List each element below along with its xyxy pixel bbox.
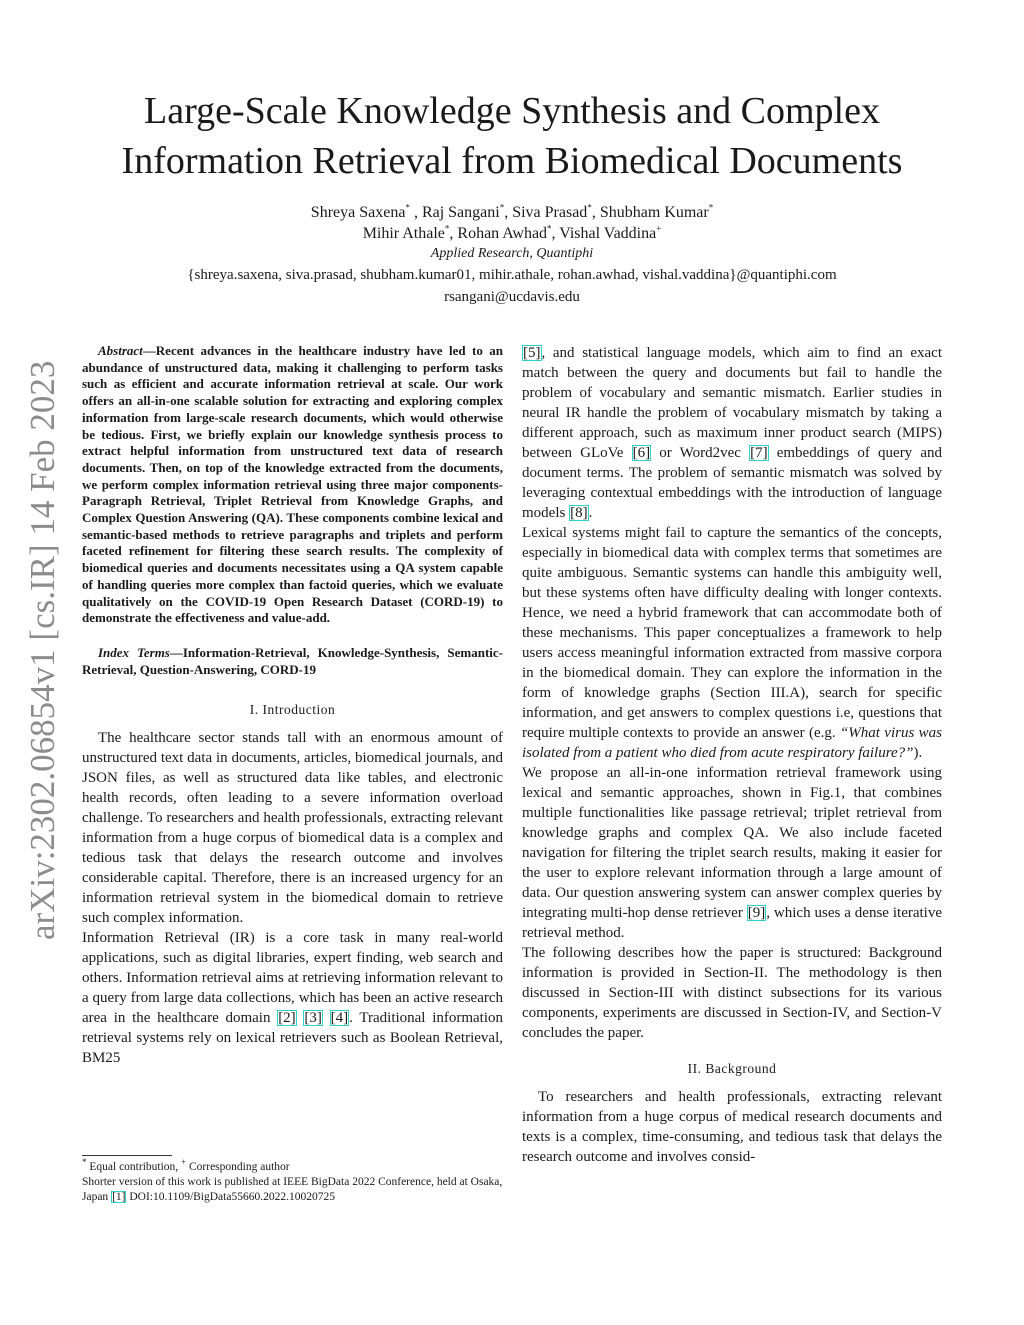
intro-paragraph-2 — [82, 928, 503, 1068]
author-name: Vishal Vaddina — [559, 225, 657, 242]
background-paragraph-1: To researchers and health professionals, extracting relevant information from a huge corpus of medical research documents and texts is a complex, time-consuming, and tedious task that delays the research outcome and involves consid- — [522, 1089, 942, 1165]
footnotes — [82, 1155, 503, 1205]
citation-link[interactable]: [5] — [523, 345, 541, 361]
paper-title — [60, 86, 964, 186]
footnote-text: DOI:10.1109/BigData55660.2022.10020725 — [126, 1191, 335, 1203]
footnote-text: Corresponding author — [186, 1161, 290, 1173]
citation-link[interactable]: [1] — [112, 1191, 126, 1203]
paragraph-text: . — [588, 505, 593, 521]
title-line-2: Information Retrieval from Biomedical Documents — [121, 140, 903, 182]
authors-line-1: Shreya Saxena* , Raj Sangani*, Siva Prasad*, Shubham Kumar* — [310, 202, 714, 221]
paragraph-text: ). — [913, 745, 923, 761]
footnote-2 — [82, 1175, 503, 1205]
paragraph-text: Information Retrieval (IR) is a core task in many real-world applications, such as digital libraries, expert finding, web search and others. Information retrieval aims at retrieving information relevant to a query from large data collections, which has been an active research area in the healthcare domain — [82, 930, 503, 1027]
author-name: Mihir Athale — [362, 225, 445, 242]
citation-link[interactable]: [9] — [747, 905, 766, 921]
index-terms-text: —Information-Retrieval, Knowledge-Synthesis, Semantic-Retrieval, Question-Answering, CORD-19 — [82, 644, 503, 677]
right-paragraph-3 — [522, 763, 942, 943]
footnote-mark: * — [82, 1157, 87, 1168]
citation-link[interactable]: [8] — [570, 505, 588, 521]
left-column — [82, 343, 503, 1068]
title-line-1: Large-Scale Knowledge Synthesis and Complex — [144, 90, 880, 132]
footnote-text: Shorter version of this work is published at IEEE BigData 2022 Conference, held at Osaka, Japan — [82, 1176, 503, 1203]
citation-link[interactable]: [4] — [330, 1010, 349, 1027]
paragraph-text: Lexical systems might fail to capture the semantics of the concepts, especially in biomedical data with complex terms that sometimes are quite ambiguous. Semantic systems can handle this ambiguity well, but these systems often have difficulty dealing with longer contexts. Hence, we need a hybrid framework that can accommodate both of these mechanisms. This paper conceptualizes a framework to help users access meaningful information extracted from massive corpora in the biomedical domain. They can explore the information in the form of knowledge graphs (Section III.A), search for specific information, and get answers to complex questions i.e, questions that require multiple contexts to provide an answer (e.g. — [522, 525, 942, 741]
author-mark: * — [547, 223, 552, 234]
paragraph-text: , and statistical language models, which aim to find an exact match between the query and documents but fail to handle the problem of vocabulary and semantic mismatch. Earlier studies in neural IR handle the problem of vocabulary mismatch by taking a different approach, such as maximum inner product search (MIPS) between GLoVe — [522, 345, 942, 461]
right-paragraph-2 — [522, 523, 942, 763]
index-terms-label: Index Terms — [98, 644, 170, 660]
section-heading-introduction: I. Introduction — [249, 702, 336, 718]
paragraph-text: , which uses a dense iterative retrieval method. — [522, 905, 942, 941]
author-mark: * — [708, 202, 714, 213]
author-mark: * — [499, 202, 505, 213]
right-paragraph-4: The following describes how the paper is structured: Background information is provided in Section-II. The methodology is then discussed in Section-III with distinct subsections for its various components, experiments are discussed in Section-IV, and Section-V concludes the paper. — [522, 945, 942, 1041]
intro-paragraph-1: The healthcare sector stands tall with an enormous amount of unstructured text data in documents, articles, biomedical journals, and JSON files, as well as structured data like tables, and electronic health records, often leading to a severe information overload challenge. To researchers and health professionals, extracting relevant information from a huge corpus of biomedical data is a complex and tedious task that delays the research outcome and involves considerable capital. Therefore, there is an increased urgency for an information retrieval system in the biomedical domain to retrieve such complex information. — [82, 730, 503, 927]
author-mark: * — [587, 202, 592, 213]
footnote-1 — [82, 1157, 503, 1175]
author-mark: * — [444, 223, 450, 234]
author-name: Shubham Kumar — [599, 204, 709, 221]
index-terms — [82, 645, 503, 678]
email-line-1[interactable]: {shreya.saxena, siva.prasad, shubham.kumar01, mihir.athale, rohan.awhad, vishal.vaddina}@quantiphi.com — [187, 267, 837, 283]
email-line-2[interactable]: rsangani@ucdavis.edu — [444, 289, 580, 305]
citation-link[interactable]: [3] — [304, 1010, 322, 1027]
author-mark: + — [656, 223, 662, 234]
affiliation: Applied Research, Quantiphi — [430, 246, 594, 261]
section-heading-background: II. Background — [687, 1061, 777, 1076]
author-block — [60, 202, 964, 308]
paragraph-text: embeddings of query and document terms. The problem of semantic mismatch was solved by leveraging contextual embeddings with the introduction of language models — [522, 445, 942, 521]
paragraph-text: or Word2vec — [651, 445, 750, 461]
author-mark: * — [405, 202, 410, 213]
author-name: Rohan Awhad — [457, 225, 548, 242]
footnote-text: Equal contribution, — [86, 1161, 182, 1173]
footnote-rule — [82, 1155, 172, 1156]
abstract — [82, 343, 503, 627]
paragraph-text: . Traditional information retrieval systems rely on lexical retrievers such as Boolean Retrieval, BM25 — [82, 1010, 504, 1067]
arxiv-identifier[interactable]: arXiv:2302.06854v1 [cs.IR] 14 Feb 2023 — [23, 360, 62, 940]
author-name: Shreya Saxena — [310, 204, 406, 221]
citation-link[interactable]: [6] — [632, 445, 651, 461]
right-paragraph-1 — [522, 343, 942, 523]
author-name: Siva Prasad — [512, 204, 588, 221]
abstract-label: Abstract — [98, 343, 143, 358]
author-name: Raj Sangani — [421, 204, 500, 221]
footnote-mark: + — [181, 1157, 187, 1168]
example-question: “What virus was isolated from a patient who died from acute respiratory failure?” — [522, 725, 942, 761]
authors-line-2: Mihir Athale*, Rohan Awhad*, Vishal Vaddina+ — [362, 223, 662, 242]
citation-link[interactable]: [7] — [750, 445, 768, 461]
abstract-text: —Recent advances in the healthcare industry have led to an abundance of unstructured data, making it challenging to perform tasks such as efficient and accurate information retrieval at scale. Our work offers an all-in-one scalable solution for extracting and exploring complex information from large-scale research documents, which would otherwise be tedious. First, we briefly explain our knowledge synthesis process to extract helpful information from unstructured text data of research documents. Then, on top of the knowledge extracted from the documents, we perform complex information retrieval using three major components- Paragraph Retrieval, Triplet Retrieval from Knowledge Graphs, and Complex Question Answering (QA). These components combine lexical and semantic-based methods to retrieve paragraphs and triplets and perform faceted refinement for filtering these search results. The complexity of biomedical queries and documents necessitates using a QA system capable of handling queries more complex than factoid queries, which we evaluate qualitatively on the COVID-19 Open Research Dataset (CORD-19) to demonstrate the effectiveness and value-add. — [82, 343, 503, 626]
right-column — [522, 343, 942, 1167]
citation-link[interactable]: [2] — [278, 1010, 296, 1027]
paragraph-text: We propose an all-in-one information retrieval framework using lexical and semantic approaches, shown in Fig.1, that combines multiple functionalities like passage retrieval; triplet retrieval from knowledge graphs and complex QA. We also include faceted navigation for filtering the triplet search results, making it easier for the user to explore relevant information through a large amount of data. Our question answering system can answer complex queries by integrating multi-hop dense retriever — [522, 765, 942, 921]
